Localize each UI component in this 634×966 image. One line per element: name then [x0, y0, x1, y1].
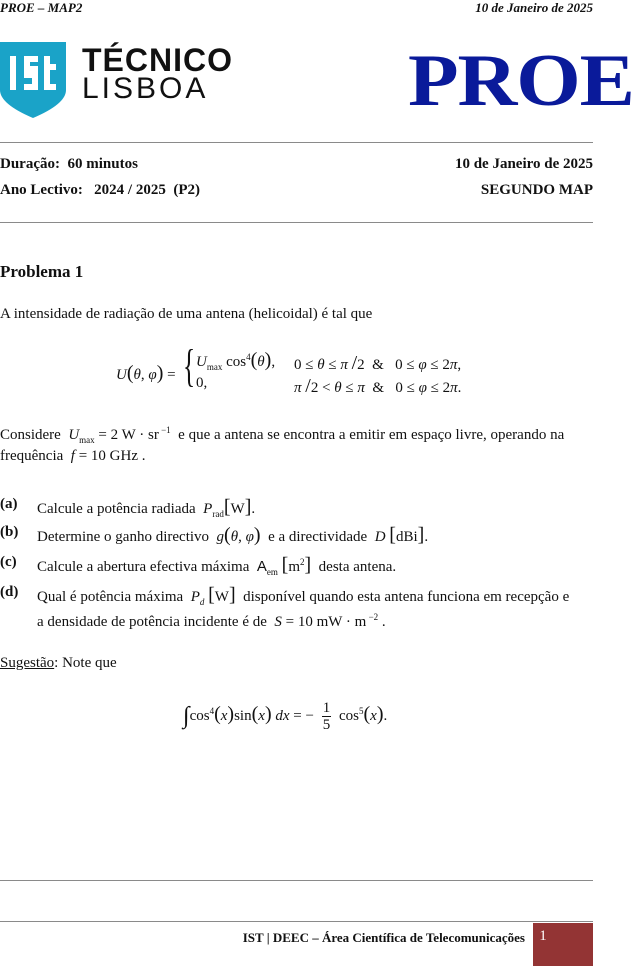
- exam-name: SEGUNDO MAP: [480, 182, 593, 198]
- logo-line1: TÉCNICO: [82, 42, 233, 78]
- problem-intro: A intensidade de radiação de uma antena (helicoidal) é tal que: [0, 306, 373, 322]
- divider: [0, 880, 593, 881]
- case2-cond: π /2 < θ ≤ π & 0 ≤ φ ≤ 2π.: [294, 375, 462, 397]
- exam-date: 10 de Janeiro de 2025: [454, 156, 593, 172]
- duration: Duração: 60 minutos: [0, 156, 138, 172]
- running-header-left: PROE – MAP2: [0, 0, 83, 15]
- item-a-text: Calcule a potência radiada $P_{rad}[W]$.: [37, 496, 256, 519]
- academic-year: Ano Lectivo: 2024 / 2025 (P2): [0, 182, 200, 198]
- course-title: PROE: [408, 40, 634, 122]
- case1-cond: 0 ≤ θ ≤ π /2 & 0 ≤ φ ≤ 2π,: [294, 352, 462, 374]
- page-number: 1: [539, 928, 547, 944]
- item-d-line2: a densidade de potência incidente é de S = 10 mW · m $^{-2}$ .: [37, 612, 386, 630]
- divider: [0, 142, 593, 143]
- problem-title: Problema 1: [0, 262, 84, 281]
- item-d-text: Qual é potência máxima $P_d$ [W] disponível quando esta antena funciona em recepção e: [37, 584, 570, 607]
- item-b-label: (b): [0, 524, 19, 540]
- frequency-line: frequência f = 10 GHz .: [0, 448, 146, 464]
- divider: [0, 921, 593, 922]
- running-header-right: 10 de Janeiro de 2025: [475, 0, 593, 15]
- item-b-text: Determine o ganho directivo g(θ, φ) e a directividade D [dBi].: [37, 524, 429, 546]
- case2-expr: 0,: [196, 375, 208, 391]
- brace: {: [183, 340, 196, 391]
- suggestion: Sugestão: Note que: [0, 655, 117, 671]
- item-d-label: (d): [0, 584, 19, 600]
- equation-lhs: U(θ, φ) =: [116, 362, 176, 384]
- consider-line: Considere $U_{max} = 2$ W · sr $^{-1}$ e que a antena se encontra a emitir em espaço livre, operando na: [0, 425, 565, 445]
- item-c-text: Calcule a abertura efectiva máxima $A_{em}$ $[m^2]$ desta antena.: [37, 554, 397, 577]
- integral-formula: $\int\cos^4(x)\sin(x)$ dx = − $\frac{1}{5}$ $\cos^5(x)$.: [183, 700, 388, 734]
- item-c-label: (c): [0, 554, 17, 570]
- ist-logo-icon: [0, 42, 66, 118]
- divider: [0, 222, 593, 223]
- logo-line2: LISBOA: [82, 72, 209, 105]
- case1-expr: $U_{max}$ $\cos^4(\theta)$,: [196, 349, 276, 372]
- footer-text: IST | DEEC – Área Científica de Telecomunicações: [242, 930, 525, 945]
- item-a-label: (a): [0, 496, 18, 512]
